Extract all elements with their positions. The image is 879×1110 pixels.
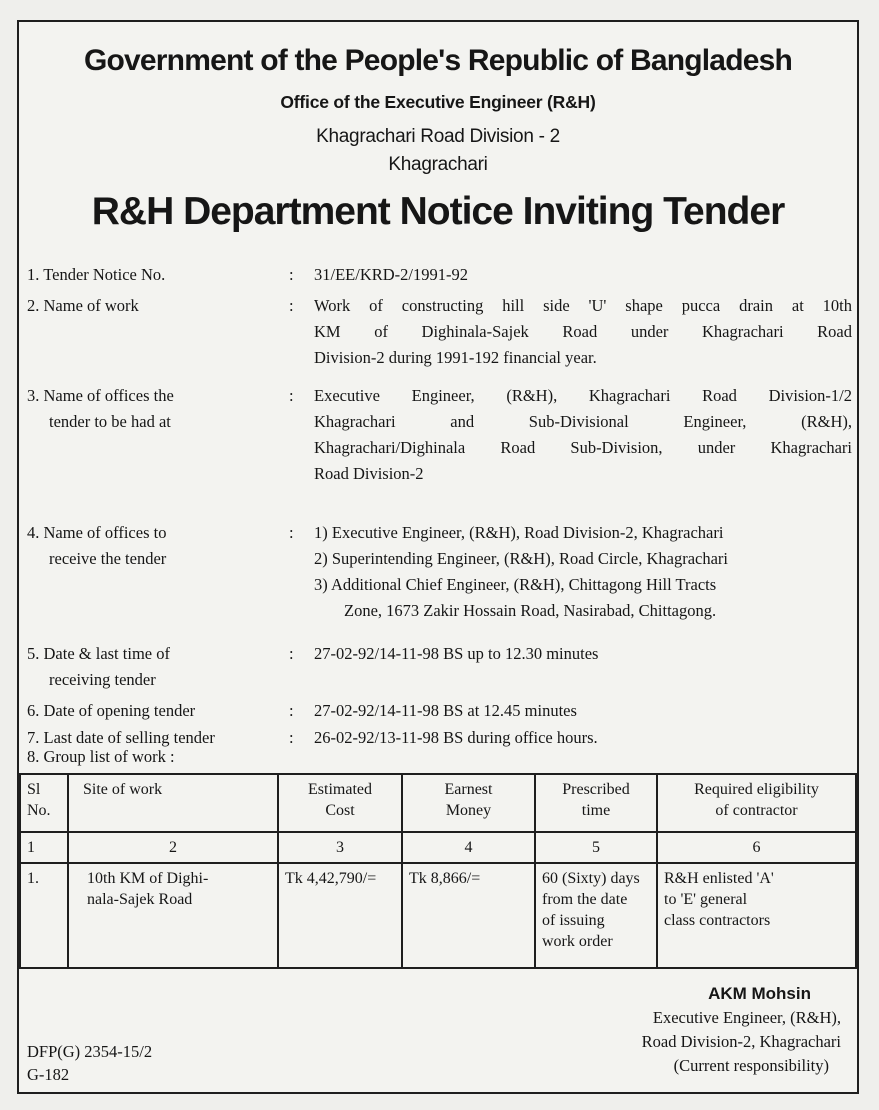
item-value: 31/EE/KRD-2/1991-92 [314,265,468,284]
cell-cost: Tk 4,42,790/= [278,863,402,968]
signatory-division: Road Division-2, Khagrachari [641,1032,841,1051]
signatory-name: AKM Mohsin [708,984,811,1003]
column-number: 3 [278,832,402,863]
cell-earnest: Tk 8,866/= [402,863,535,968]
header-estimated-cost: Estimated Cost [278,774,402,832]
item-value: Work of constructing hill side 'U' shape pucca drain at 10th KM of Dighinala-Sajek Road under Khagrachari Road Division-2 during 1991-192 financial year. [314,296,852,367]
office-heading: Office of the Executive Engineer (R&H) [280,92,596,112]
table-header-row [20,774,856,832]
column-number: 4 [402,832,535,863]
item-label: 8. Group list of work : [27,747,175,766]
notice-title: R&H Department Notice Inviting Tender [91,190,785,233]
item-label: 7. Last date of selling tender [27,728,215,747]
header-site-of-work: Site of work [68,774,278,832]
header-sl-no: Sl No. [20,774,68,832]
table-number-row [20,832,856,863]
column-number: 2 [68,832,278,863]
item-label: 3. Name of offices the tender to be had at [27,386,174,431]
group-list-table [19,773,857,969]
g-reference: G-182 [27,1065,70,1084]
tender-notice: Government of the People's Republic of Bangladesh Office of the Executive Engineer (R&H) Khagrachari Road Division - 2 Khagrachari R&H Department Notice Inviting Tender 1. Tender Notice No. : 31/EE/KRD-2/1991-92 2. Name of work : Work of constructing hill side 'U' shape pucca drain at 10th KM of Dighinala-Sajek Road under Khagrachari Road Division-2 during 1991-192 financial year. 3. Name of offices the tender to be had at : Executive Engineer, (R&H), Khagrachari Road Division-1/2 Khagrachari and Sub-Divisional Engineer, (R&H), Khagrachari/Dighinala Road Sub-Division, under Khagrachari Road Division-2 4. Name of offices to receive the tender : 1) Executive Engineer, (R&H), Road Division-2, Khagrachari 2) Superintending Engineer, (R&H), Road Circle, Khagrachari 3) Additional Chief Engineer, (R&H), Chittagong Hill Tracts Zone, 1673 Zakir Hossain Road, Nasirabad, Chittagong. 5. Date & last time of receiving tender : 27-02-92/14-11-98 BS up to 12.30 minutes 6. Date of opening tender : 27-02-92/14-11-98 BS at 12.45 minutes 7. Last date of selling tender : 26-02-92/13-11-98 BS during office hours. 8. Group list of work : Sl No. Site of work Estimated Cost Earnest Money Prescribed time Required eligibility of contractor 1 2 3 4 5 6 1. 10th KM of Dighi- nala-Sajek Road Tk 4,42,790/= Tk 8,866/= 60 (Sixty) days from the date of issuing work order R&H enlisted 'A' to 'E' general class contractors AKM Mohsin Executive Engineer, (R&H), Road Division-2, Khagrachari (Current responsibility) DFP(G) 2354-15/2 G-182 [17,20,859,1094]
cell-site: 10th KM of Dighi- nala-Sajek Road [68,863,278,968]
cell-sl: 1. [20,863,68,968]
header-earnest-money: Earnest Money [402,774,535,832]
item-value: 27-02-92/14-11-98 BS at 12.45 minutes [314,701,577,720]
signatory-designation: Executive Engineer, (R&H), [652,1008,841,1027]
item-label: 5. Date & last time of receiving tender [27,644,170,689]
signature-block [642,982,841,1078]
column-number: 6 [657,832,856,863]
item-value: 1) Executive Engineer, (R&H), Road Division-2, Khagrachari 2) Superintending Engineer, (R&H), Road Circle, Khagrachari 3) Additional Chief Engineer, (R&H), Chittagong Hill Tracts Zone, 1673 Zakir Hossain Road, Nasirabad, Chittagong. [314,523,729,620]
government-heading: Government of the People's Republic of Bangladesh [83,44,793,77]
reference-codes [27,1040,152,1086]
item-label: 6. Date of opening tender [27,701,196,720]
column-number: 5 [535,832,657,863]
column-number: 1 [20,832,68,863]
item-label: 2. Name of work [27,296,139,315]
item-value: 26-02-92/13-11-98 BS during office hours. [314,728,598,747]
header-eligibility: Required eligibility of contractor [657,774,856,832]
cell-time: 60 (Sixty) days from the date of issuing work order [535,863,657,968]
city-heading: Khagrachari [388,154,488,175]
item-value: 27-02-92/14-11-98 BS up to 12.30 minutes [314,644,599,663]
division-heading: Khagrachari Road Division - 2 [316,126,560,147]
header-prescribed-time: Prescribed time [535,774,657,832]
cell-eligibility: R&H enlisted 'A' to 'E' general class contractors [657,863,856,968]
signatory-note: (Current responsibility) [673,1056,829,1075]
item-value: Executive Engineer, (R&H), Khagrachari Road Division-1/2 Khagrachari and Sub-Divisional Engineer, (R&H), Khagrachari/Dighinala Road Sub-Division, under Khagrachari Road Division-2 [314,386,852,483]
dfp-reference: DFP(G) 2354-15/2 [27,1042,153,1061]
table-row [20,863,856,968]
item-label: 1. Tender Notice No. [27,265,166,284]
item-label: 4. Name of offices to receive the tender [27,523,167,568]
